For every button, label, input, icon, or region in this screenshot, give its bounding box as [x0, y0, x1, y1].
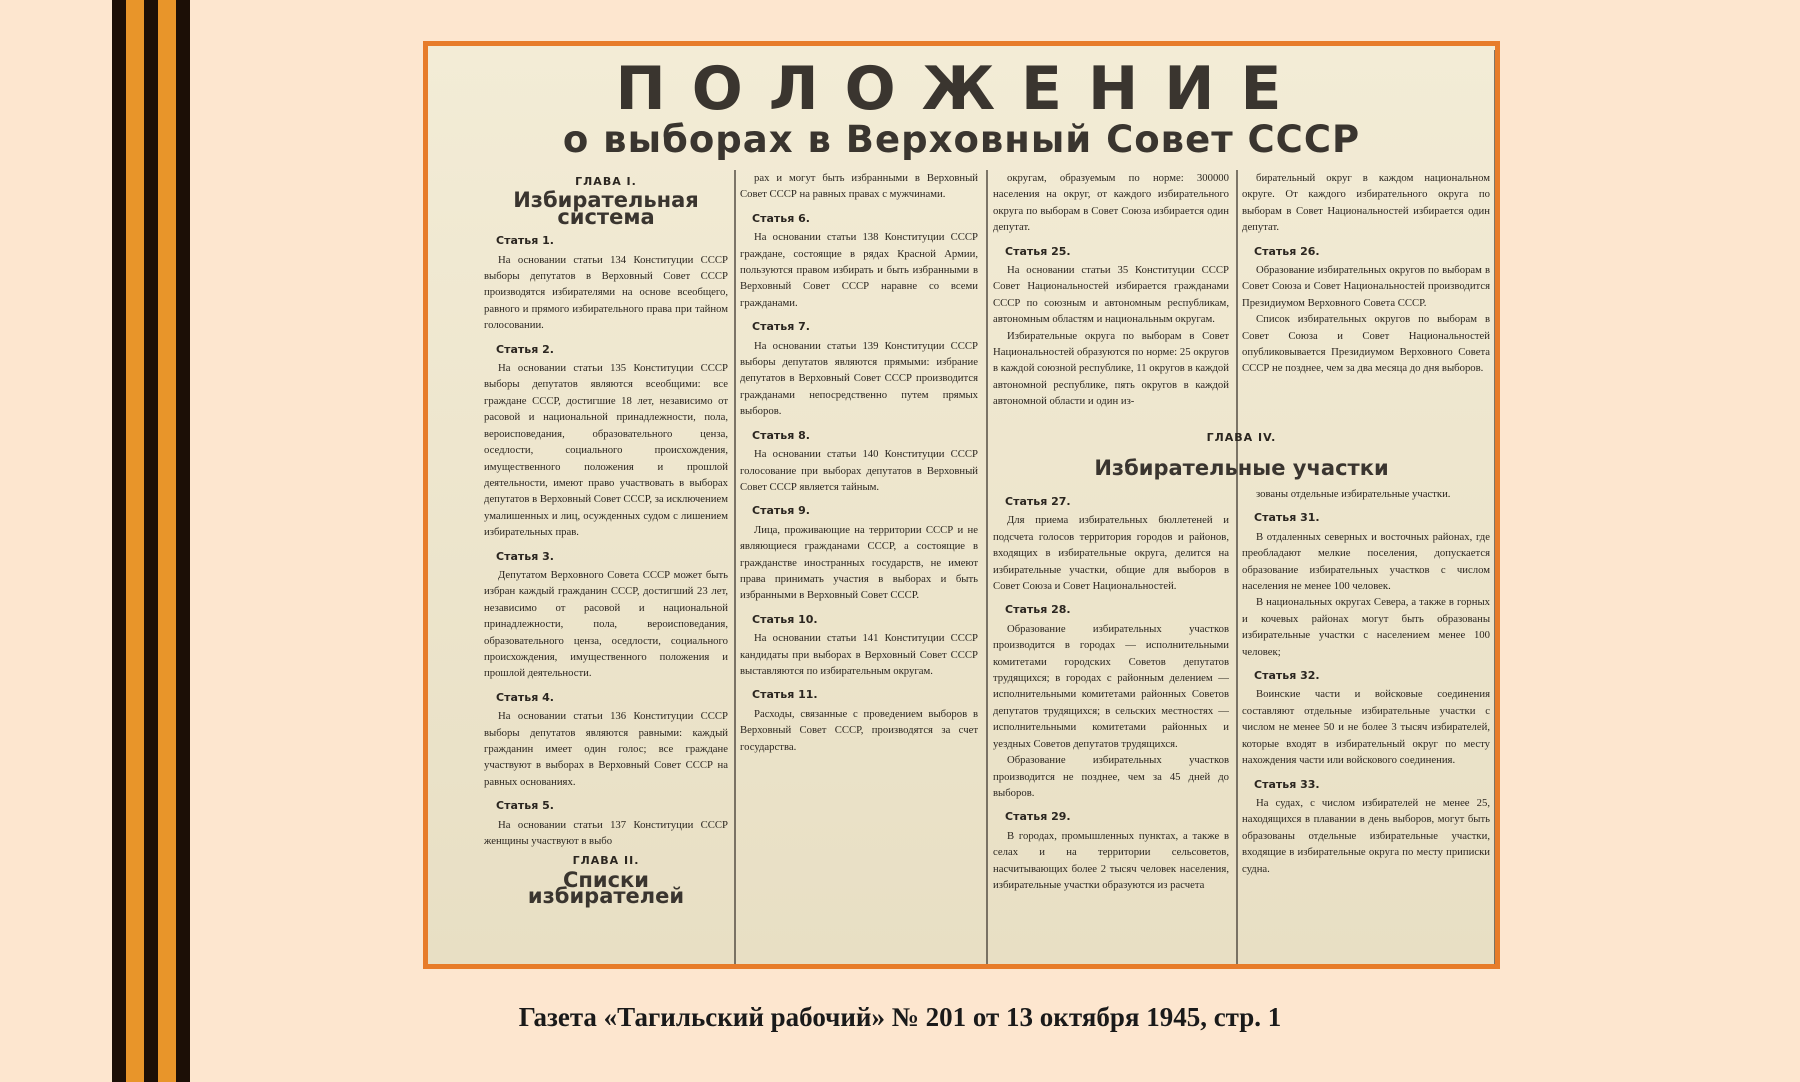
article-paragraph: Расходы, связанные с проведением выборов в Верховный Совет СССР, производятся за счет государства.	[740, 707, 978, 753]
article-paragraph: округам, образуемым по норме: 300000 населения на округ, от каждого избирательного округа по выборам в Совет Союза избирается один депутат.	[993, 172, 1229, 234]
column-divider	[734, 170, 736, 964]
article-paragraph: Избирательные округа по выборам в Совет Национальностей образуются по норме: 25 округов в каждой союзной республике, 11 округов в каждой автономной республике, пять округов в каждой автономной области и один из-	[993, 329, 1229, 408]
newspaper-subheadline: о выборах в Верховный Совет СССР	[562, 118, 1361, 161]
text-column-4	[1242, 170, 1490, 425]
article-paragraph: На основании статьи 137 Конституции СССР женщины участвуют в выбо	[484, 818, 728, 848]
column-divider	[1494, 50, 1496, 964]
article-paragraph: зованы отдельные избирательные участки.	[1256, 488, 1451, 500]
article-heading: Статья 32.	[1254, 669, 1320, 683]
chapter-label: ГЛАВА II.	[572, 854, 640, 868]
article-heading: Статья 31.	[1254, 511, 1320, 525]
newspaper-clipping-frame	[423, 41, 1500, 969]
article-paragraph: рах и могут быть избранными в Верховный Совет СССР на равных правах с мужчинами.	[740, 172, 978, 201]
article-heading: Статья 26.	[1254, 244, 1320, 258]
article-paragraph: На основании статьи 35 Конституции СССР Совет Национальностей избирается гражданами СССР по союзным и автономным республикам, автономным областям и национальным округам.	[993, 264, 1229, 326]
article-heading: Статья 27.	[1005, 495, 1071, 508]
article-heading: Статья 8.	[752, 428, 810, 442]
text-column-3	[993, 170, 1229, 425]
newspaper-page	[428, 46, 1495, 964]
article-heading: Статья 25.	[1005, 244, 1071, 258]
ribbon-stripe-black	[112, 0, 126, 1082]
article-paragraph: Образование избирательных участков производится не позднее, чем за 45 дней до выборов.	[993, 754, 1229, 799]
article-paragraph: В отдаленных северных и восточных районах, где преобладают мелкие поселения, допускается образование избирательных участков с числом населения не менее 100 человек.	[1242, 530, 1490, 593]
article-heading: Статья 1.	[496, 234, 554, 248]
chapter-4-title: Избирательные участки	[1094, 456, 1389, 480]
article-paragraph: На основании статьи 140 Конституции СССР голосование при выборах депутатов в Верховный Совет СССР является тайным.	[740, 448, 978, 493]
article-paragraph: бирательный округ в каждом национальном округе. От каждого избирательного округа по выборам в Совет Национальностей избирается один депутат.	[1242, 172, 1490, 234]
article-paragraph: На судах, с числом избирателей не менее 25, находящихся в плавании в день выборов, могут быть образованы отдельные избирательные участки, входящие в избирательные округа по месту приписки судна.	[1242, 796, 1490, 875]
ribbon-stripe-orange	[158, 0, 176, 1082]
article-paragraph: В городах, промышленных пунктах, а также в селах и на территории сельсоветов, насчитывающих более 2 тысяч человек населения, избирательные участки образуются из расчета	[993, 829, 1229, 891]
article-paragraph: На основании статьи 138 Конституции СССР граждане, состоящие в рядах Красной Армии, пользуются правом избирать и быть избранными в Верховный Совет СССР наравне со всеми гражданами.	[740, 231, 978, 309]
article-paragraph: Образование избирательных участков производится в городах — исполнительными комитетами городских Советов депутатов трудящихся; в городах с районным делением — исполнительными комитетами районных Советов депутатов трудящихся; в сельских местностях — исполнительными комитетами районных и уездных Советов депутатов трудящихся.	[993, 622, 1229, 750]
st-george-ribbon	[112, 0, 198, 1082]
article-paragraph: Депутатом Верховного Совета СССР может быть избран каждый гражданин СССР, достигший 23 лет, независимо от расовой и национальной принадлежности, пола, вероисповедания, образовательного ценза, оседлости, социального происхождения, имущественного положения и прошлой деятельности.	[484, 568, 728, 680]
column-divider	[986, 170, 988, 964]
newspaper-headline: ПОЛОЖЕНИЕ	[615, 54, 1308, 124]
text-column-4-lower	[1242, 486, 1490, 964]
article-paragraph: В национальных округах Севера, а также в горных и кочевых районах могут быть образованы избирательные участки с населением менее 100 человек;	[1242, 596, 1490, 658]
chapter-4-label: ГЛАВА IV.	[1206, 431, 1277, 444]
article-heading: Статья 5.	[496, 799, 554, 813]
article-paragraph: Список избирательных округов по выборам в Совет Союза и Совет Национальностей опубликовывается Президиумом Верховного Совета СССР не позднее, чем за два месяца до дня выборов.	[1242, 313, 1490, 375]
text-column-1	[484, 170, 728, 964]
article-heading: Статья 28.	[1005, 603, 1071, 617]
text-column-3-lower	[993, 486, 1229, 964]
chapter-label: ГЛАВА I.	[575, 175, 637, 188]
article-heading: Статья 9.	[752, 504, 810, 518]
image-caption: Газета «Тагильский рабочий» № 201 от 13 октября 1945, стр. 1	[518, 1002, 1282, 1032]
article-heading: Статья 2.	[496, 342, 554, 356]
article-heading: Статья 29.	[1005, 810, 1071, 824]
ribbon-stripe-orange	[126, 0, 144, 1082]
article-paragraph: На основании статьи 136 Конституции СССР выборы депутатов являются равными: каждый гражданин имеет один голос; все граждане участвуют в выборах в Верховный Совет СССР на равных основаниях.	[484, 710, 728, 788]
article-heading: Статья 3.	[496, 549, 554, 563]
article-paragraph: На основании статьи 135 Конституции СССР выборы депутатов являются всеобщими: все граждане СССР, достигшие 18 лет, независимо от расовой и национальной принадлежности, пола, вероисповедания, образовательного ценза, оседлости, социального происхождения, имущественного положения и прошлой деятельности, имеют право участвовать в выборах депутатов в Верховный Совет СССР, за исключением умалишенных и лиц, осужденных судом с лишением избирательных прав.	[484, 362, 728, 539]
article-heading: Статья 6.	[752, 211, 810, 225]
article-paragraph: Для приема избирательных бюллетеней и подсчета голосов территория городов и районов, входящих в избирательные округа, делится на избирательные участки, общие для выборов в Совет Союза и Совет Национальностей.	[993, 514, 1229, 593]
article-heading: Статья 10.	[752, 612, 818, 626]
chapter-title: Списки избирателей	[527, 867, 685, 909]
ribbon-stripe-black	[144, 0, 158, 1082]
article-paragraph: На основании статьи 141 Конституции СССР кандидаты при выборах в Верховный Совет СССР выставляются по избирательным округам.	[740, 632, 978, 677]
article-paragraph: Лица, проживающие на территории СССР и не являющиеся гражданами СССР, а состоящие в гражданстве иностранных государств, не имеют права принимать участия в выборах и быть избранными в Верховный Совет СССР.	[740, 523, 978, 602]
article-heading: Статья 11.	[752, 688, 818, 702]
chapter-title: Избирательная система	[513, 188, 699, 229]
ribbon-stripe-black	[176, 0, 190, 1082]
column-divider	[1236, 170, 1238, 964]
article-paragraph: На основании статьи 134 Конституции СССР выборы депутатов в Верховный Совет СССР производятся избирателями на основе всеобщего, равного и прямого избирательного права при тайном голосовании.	[484, 253, 728, 332]
article-heading: Статья 7.	[752, 320, 810, 334]
article-paragraph: Воинские части и войсковые соединения составляют отдельные избирательные участки с числом не менее 50 и не более 3 тысяч избирателей, которые входят в избирательный округ по месту нахождения части или войскового соединения.	[1242, 688, 1490, 767]
article-paragraph: Образование избирательных округов по выборам в Совет Союза и Совет Национальностей производится Президиумом Верховного Совета СССР.	[1242, 264, 1490, 309]
article-heading: Статья 4.	[496, 690, 554, 704]
article-paragraph: На основании статьи 139 Конституции СССР выборы депутатов являются прямыми: избрание депутатов в Верховный Совет СССР производится гражданами непосредственно путем прямых выборов.	[740, 339, 978, 418]
text-column-2	[740, 170, 978, 964]
article-heading: Статья 33.	[1254, 777, 1320, 791]
